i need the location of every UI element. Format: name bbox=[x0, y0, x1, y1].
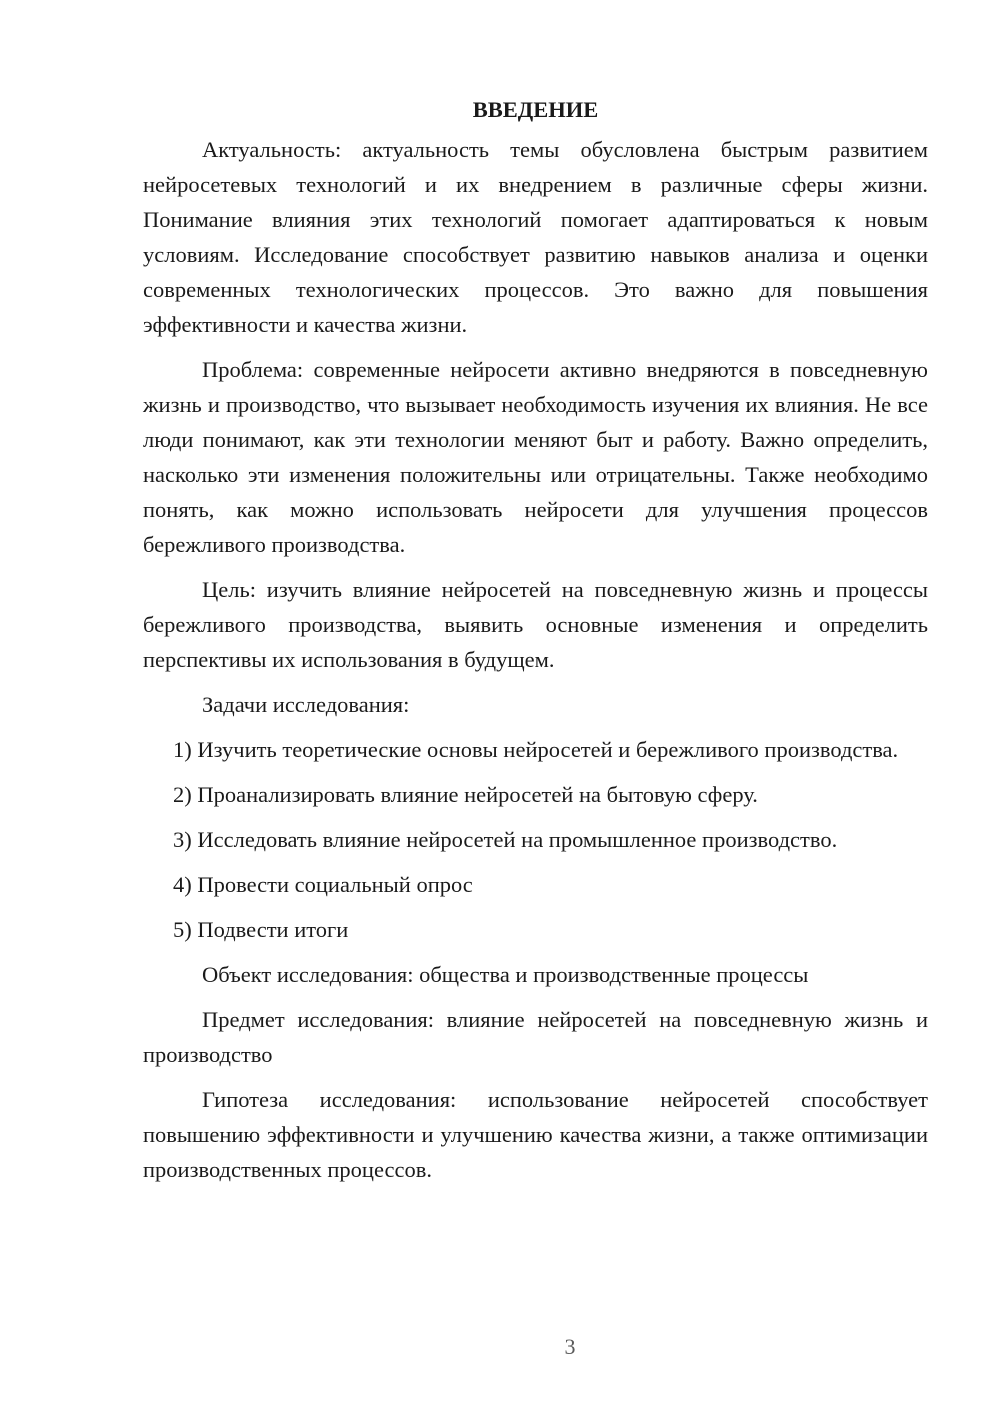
paragraph-problem: Проблема: современные нейросети активно внедряются в повседневную жизнь и производство, что вызывает необходимость изучения их влияния. Не все люди понимают, как эти технологии меняют быт и работу. Важно определить, насколько эти изменения положительны или отрицательны. Также необходимо понять, как можно использовать нейросети для улучшения процессов бережливого производства. bbox=[143, 357, 928, 557]
task-item-4: 4) Провести социальный опрос bbox=[173, 872, 473, 897]
page-number: 3 bbox=[564, 1334, 576, 1359]
task-item-5: 5) Подвести итоги bbox=[173, 917, 349, 942]
paragraph-hypothesis: Гипотеза исследования: использование нейросетей способствует повышению эффективности и улучшению качества жизни, а также оптимизации производственных процессов. bbox=[143, 1087, 928, 1182]
paragraph-relevance: Актуальность: актуальность темы обусловлена быстрым развитием нейросетевых технологий и их внедрением в различные сферы жизни. Понимание влияния этих технологий помогает адаптироваться к новым условиям. Исследование способствует развитию навыков анализа и оценки современных технологических процессов. Это важно для повышения эффективности и качества жизни. bbox=[143, 137, 928, 337]
section-title: ВВЕДЕНИЕ bbox=[472, 97, 599, 122]
task-item-1: 1) Изучить теоретические основы нейросетей и бережливого производства. bbox=[173, 737, 899, 762]
paragraph-subject: Предмет исследования: влияние нейросетей на повседневную жизнь и производство bbox=[143, 1007, 928, 1067]
task-item-3: 3) Исследовать влияние нейросетей на промышленное производство. bbox=[173, 827, 838, 852]
task-item-2: 2) Проанализировать влияние нейросетей на бытовую сферу. bbox=[173, 782, 758, 807]
paragraph-goal: Цель: изучить влияние нейросетей на повседневную жизнь и процессы бережливого производства, выявить основные изменения и определить перспективы их использования в будущем. bbox=[143, 577, 928, 672]
tasks-heading: Задачи исследования: bbox=[202, 692, 410, 717]
paragraph-object: Объект исследования: общества и производственные процессы bbox=[202, 962, 809, 987]
page-content bbox=[143, 92, 928, 1197]
